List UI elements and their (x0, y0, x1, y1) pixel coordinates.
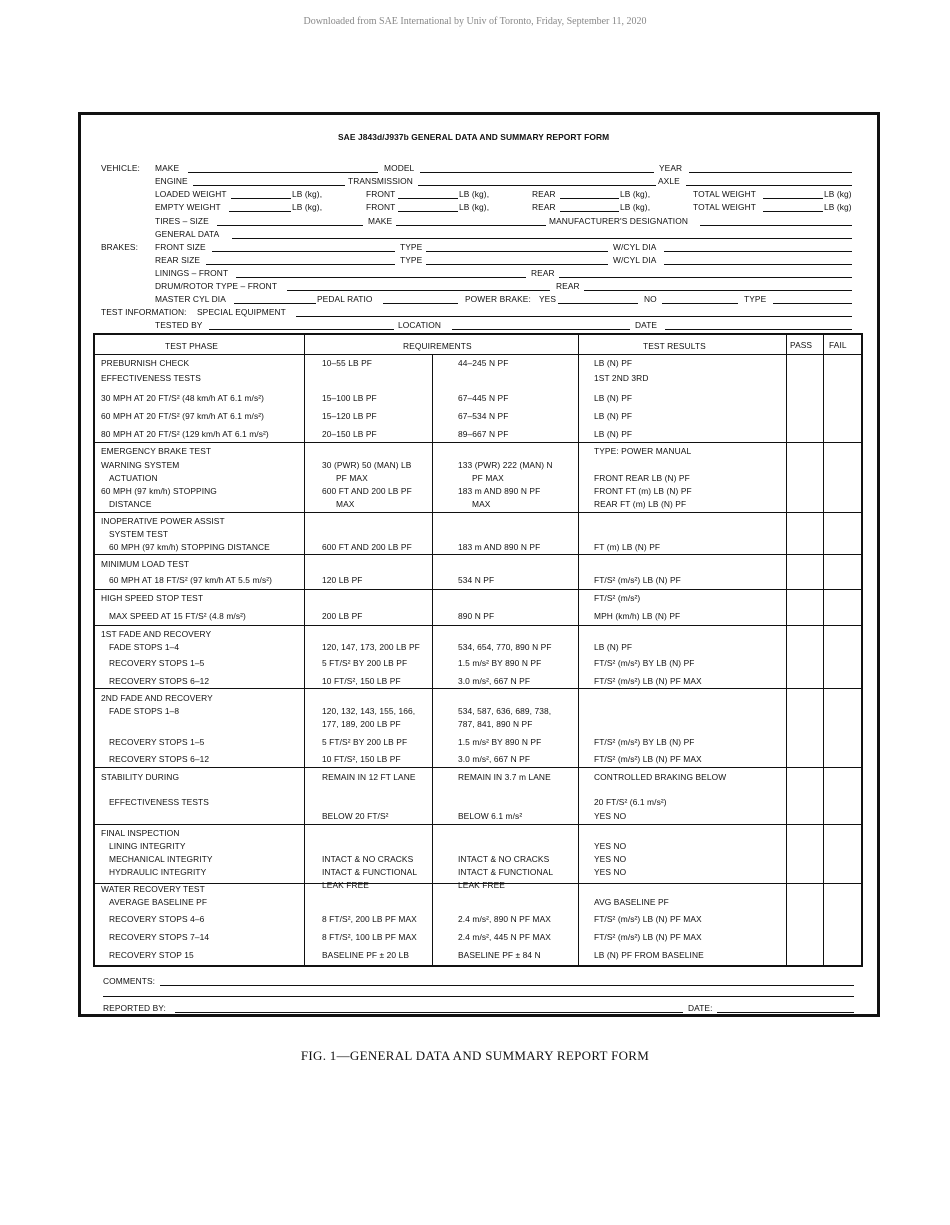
test-phase-cell: 60 MPH AT 20 FT/S² (97 km/h AT 6.1 m/s²) (101, 411, 265, 421)
test-phase-cell: 60 MPH AT 18 FT/S² (97 km/h AT 5.5 m/s²) (109, 575, 273, 585)
requirement-si-cell: BASELINE PF ± 84 N (458, 950, 541, 960)
test-phase-cell: RECOVERY STOPS 6–12 (109, 676, 210, 686)
test-result-cell: LB (N) PF (594, 411, 633, 421)
linings-front-label: LININGS – FRONT (155, 268, 229, 278)
test-phase-cell: 1ST FADE AND RECOVERY (101, 629, 212, 639)
test-result-cell: FT/S² (m/s²) LB (N) PF (594, 575, 681, 585)
test-phase-cell: RECOVERY STOPS 1–5 (109, 737, 205, 747)
pedal-ratio-label: PEDAL RATIO (317, 294, 373, 304)
requirement-us-cell: 10 FT/S², 150 LB PF (322, 754, 401, 764)
loaded-front-unit: LB (kg), (459, 189, 490, 199)
loaded-rear-field[interactable] (560, 198, 619, 199)
master-cyl-label: MASTER CYL DIA (155, 294, 226, 304)
test-phase-cell: RECOVERY STOP 15 (109, 950, 194, 960)
test-phase-cell: STABILITY DURING (101, 772, 180, 782)
requirement-si-cell: 89–667 N PF (458, 429, 509, 439)
rear-type-field[interactable] (426, 264, 608, 265)
requirement-si-cell: 183 m AND 890 N PF (458, 542, 541, 552)
front-type-field[interactable] (426, 251, 608, 252)
requirement-us-cell: 10–55 LB PF (322, 358, 372, 368)
empty-rear-field[interactable] (560, 211, 619, 212)
test-phase-cell: RECOVERY STOPS 1–5 (109, 658, 205, 668)
requirement-us-cell: 8 FT/S², 200 LB PF MAX (322, 914, 417, 924)
test-result-cell: LB (N) PF (594, 358, 633, 368)
rear-size-field[interactable] (206, 264, 395, 265)
requirement-si-cell: 534, 654, 770, 890 N PF (458, 642, 552, 652)
transmission-label: TRANSMISSION (348, 176, 413, 186)
empty-front-label: FRONT (366, 202, 396, 212)
requirement-si-cell: 534 N PF (458, 575, 495, 585)
col-divider (304, 333, 305, 967)
test-phase-cell: 60 MPH (97 km/h) STOPPING (101, 486, 217, 496)
requirement-si-cell: MAX (472, 499, 491, 509)
test-result-cell: 1ST 2ND 3RD (594, 373, 649, 383)
requirement-us-cell: 20–150 LB PF (322, 429, 377, 439)
requirement-us-cell: BELOW 20 FT/S² (322, 811, 389, 821)
tested-by-field[interactable] (209, 329, 394, 330)
requirement-us-cell: 8 FT/S², 100 LB PF MAX (322, 932, 417, 942)
drum-rotor-label: DRUM/ROTOR TYPE – FRONT (155, 281, 278, 291)
requirement-us-cell: INTACT & FUNCTIONAL (322, 867, 418, 877)
test-phase-cell: RECOVERY STOPS 6–12 (109, 754, 210, 764)
test-result-cell: FT/S² (m/s²) BY LB (N) PF (594, 737, 695, 747)
test-result-cell: REAR FT (m) LB (N) PF (594, 499, 687, 509)
comments-label: COMMENTS: (103, 976, 156, 986)
row-divider (93, 625, 863, 626)
test-result-cell: YES NO (594, 867, 627, 877)
requirement-si-cell: LEAK FREE (458, 880, 505, 890)
row-divider (93, 688, 863, 689)
requirement-si-cell: 67–534 N PF (458, 411, 509, 421)
location-field[interactable] (452, 329, 630, 330)
test-result-cell: FT/S² (m/s²) LB (N) PF MAX (594, 932, 702, 942)
model-field[interactable] (420, 172, 654, 173)
general-data-field[interactable] (232, 238, 852, 239)
requirement-si-cell: 2.4 m/s², 890 N PF MAX (458, 914, 551, 924)
header-requirements: REQUIREMENTS (403, 341, 472, 351)
col-divider (786, 333, 787, 967)
empty-rear-label: REAR (532, 202, 556, 212)
loaded-total-label: TOTAL WEIGHT (693, 189, 756, 199)
year-label: YEAR (659, 163, 683, 173)
model-label: MODEL (384, 163, 415, 173)
test-phase-cell: WATER RECOVERY TEST (101, 884, 205, 894)
requirement-us-cell: REMAIN IN 12 FT LANE (322, 772, 416, 782)
test-phase-cell: WARNING SYSTEM (101, 460, 180, 470)
mfr-designation-field[interactable] (700, 225, 852, 226)
empty-front-field[interactable] (398, 211, 458, 212)
requirement-us-cell: 177, 189, 200 LB PF (322, 719, 401, 729)
requirement-us-cell: PF MAX (336, 473, 368, 483)
requirement-si-cell: 1.5 m/s² BY 890 N PF (458, 658, 542, 668)
power-brake-no-label: NO (644, 294, 657, 304)
row-divider (93, 512, 863, 513)
requirement-si-cell: PF MAX (472, 473, 504, 483)
test-phase-cell: PREBURNISH CHECK (101, 358, 190, 368)
empty-unit: LB (kg), (292, 202, 323, 212)
row-divider (93, 589, 863, 590)
requirement-us-cell: MAX (336, 499, 355, 509)
test-result-cell: CONTROLLED BRAKING BELOW (594, 772, 727, 782)
requirement-us-cell: 15–100 LB PF (322, 393, 377, 403)
linings-rear-field[interactable] (559, 277, 852, 278)
rear-wcyl-label: W/CYL DIA (613, 255, 657, 265)
empty-total-field[interactable] (763, 211, 823, 212)
requirement-us-cell: LEAK FREE (322, 880, 369, 890)
requirement-si-cell: 890 N PF (458, 611, 495, 621)
requirement-us-cell: 600 FT AND 200 LB PF (322, 542, 412, 552)
tires-size-label: TIRES – SIZE (155, 216, 209, 226)
requirement-si-cell: 44–245 N PF (458, 358, 509, 368)
header-fail: FAIL (829, 340, 847, 350)
test-result-cell: TYPE: POWER MANUAL (594, 446, 692, 456)
general-data-label: GENERAL DATA (155, 229, 220, 239)
header-test-phase: TEST PHASE (165, 341, 218, 351)
location-label: LOCATION (398, 320, 441, 330)
requirement-si-cell: 3.0 m/s², 667 N PF (458, 754, 531, 764)
requirement-us-cell: 5 FT/S² BY 200 LB PF (322, 658, 408, 668)
test-phase-cell: HYDRAULIC INTEGRITY (109, 867, 207, 877)
test-phase-cell: DISTANCE (109, 499, 152, 509)
test-result-cell: YES NO (594, 854, 627, 864)
special-equipment-field[interactable] (296, 316, 852, 317)
requirement-us-cell: 120, 132, 143, 155, 166, (322, 706, 416, 716)
test-phase-cell: RECOVERY STOPS 4–6 (109, 914, 205, 924)
test-result-cell: FT/S² (m/s²) LB (N) PF MAX (594, 914, 702, 924)
tires-make-field[interactable] (396, 225, 546, 226)
requirement-us-cell: 30 (PWR) 50 (MAN) LB (322, 460, 412, 470)
test-result-cell: FT/S² (m/s²) LB (N) PF MAX (594, 754, 702, 764)
date-field[interactable] (665, 329, 852, 330)
report-date-field[interactable] (717, 1012, 854, 1013)
test-phase-cell: FADE STOPS 1–8 (109, 706, 180, 716)
test-phase-cell: MINIMUM LOAD TEST (101, 559, 190, 569)
empty-weight-label: EMPTY WEIGHT (155, 202, 221, 212)
requirement-us-cell: 10 FT/S², 150 LB PF (322, 676, 401, 686)
power-brake-yes-label: YES (539, 294, 557, 304)
test-result-cell: FT/S² (m/s²) BY LB (N) PF (594, 658, 695, 668)
requirement-si-cell: 183 m AND 890 N PF (458, 486, 541, 496)
header-test-results: TEST RESULTS (643, 341, 706, 351)
test-phase-cell: MAX SPEED AT 15 FT/S² (4.8 m/s²) (109, 611, 246, 621)
row-divider (93, 824, 863, 825)
loaded-front-field[interactable] (398, 198, 458, 199)
test-info-label: TEST INFORMATION: (101, 307, 187, 317)
drum-rotor-rear-label: REAR (556, 281, 580, 291)
front-size-label: FRONT SIZE (155, 242, 206, 252)
test-result-cell: LB (N) PF FROM BASELINE (594, 950, 704, 960)
brakes-label: BRAKES: (101, 242, 139, 252)
test-phase-cell: ACTUATION (109, 473, 158, 483)
test-result-cell: FRONT FT (m) LB (N) PF (594, 486, 692, 496)
requirement-us-cell: 120, 147, 173, 200 LB PF (322, 642, 420, 652)
linings-rear-label: REAR (531, 268, 555, 278)
col-divider (432, 354, 433, 967)
test-phase-cell: 80 MPH AT 20 FT/S² (129 km/h AT 6.1 m/s²) (101, 429, 269, 439)
loaded-weight-label: LOADED WEIGHT (155, 189, 227, 199)
form-title: SAE J843d/J937b GENERAL DATA AND SUMMARY REPORT FORM (338, 132, 610, 142)
test-phase-cell: HIGH SPEED STOP TEST (101, 593, 204, 603)
power-brake-type-field[interactable] (773, 303, 852, 304)
test-result-cell: FT/S² (m/s²) (594, 593, 641, 603)
row-divider (93, 442, 863, 443)
requirement-si-cell: 787, 841, 890 N PF (458, 719, 533, 729)
figure-caption: FIG. 1—GENERAL DATA AND SUMMARY REPORT FORM (300, 1048, 650, 1063)
test-phase-cell: EFFECTIVENESS TESTS (101, 373, 201, 383)
requirement-us-cell: 120 LB PF (322, 575, 363, 585)
test-phase-cell: MECHANICAL INTEGRITY (109, 854, 213, 864)
power-brake-yes-field[interactable] (558, 303, 638, 304)
drum-rotor-rear-field[interactable] (584, 290, 852, 291)
reported-by-field[interactable] (175, 1012, 683, 1013)
tested-by-label: TESTED BY (155, 320, 203, 330)
test-result-cell: AVG BASELINE PF (594, 897, 669, 907)
requirement-us-cell: 5 FT/S² BY 200 LB PF (322, 737, 408, 747)
front-size-field[interactable] (212, 251, 395, 252)
test-result-cell: FT/S² (m/s²) LB (N) PF MAX (594, 676, 702, 686)
requirement-si-cell: BELOW 6.1 m/s² (458, 811, 523, 821)
front-wcyl-field[interactable] (664, 251, 852, 252)
test-phase-cell: LINING INTEGRITY (109, 841, 186, 851)
test-phase-cell: RECOVERY STOPS 7–14 (109, 932, 210, 942)
power-brake-type-label: TYPE (744, 294, 767, 304)
test-result-cell: FRONT REAR LB (N) PF (594, 473, 690, 483)
requirement-us-cell: INTACT & NO CRACKS (322, 854, 414, 864)
power-brake-label: POWER BRAKE: (465, 294, 531, 304)
power-brake-no-field[interactable] (662, 303, 738, 304)
date-label: DATE (635, 320, 658, 330)
requirement-us-cell: 200 LB PF (322, 611, 363, 621)
pedal-ratio-field[interactable] (383, 303, 458, 304)
requirement-si-cell: REMAIN IN 3.7 m LANE (458, 772, 551, 782)
comments-field[interactable] (160, 985, 854, 986)
loaded-front-label: FRONT (366, 189, 396, 199)
test-result-cell: YES NO (594, 841, 627, 851)
rear-size-label: REAR SIZE (155, 255, 201, 265)
loaded-total-field[interactable] (763, 198, 823, 199)
test-result-cell: FT (m) LB (N) PF (594, 542, 661, 552)
requirement-si-cell: 133 (PWR) 222 (MAN) N (458, 460, 553, 470)
download-notice: Downloaded from SAE International by Univ of Toronto, Friday, September 11, 2020 (303, 16, 647, 27)
empty-front-unit: LB (kg), (459, 202, 490, 212)
requirement-us-cell: BASELINE PF ± 20 LB (322, 950, 410, 960)
master-cyl-field[interactable] (234, 303, 316, 304)
make-field[interactable] (188, 172, 378, 173)
make-label: MAKE (155, 163, 180, 173)
test-phase-cell: AVERAGE BASELINE PF (109, 897, 208, 907)
test-phase-cell: 2ND FADE AND RECOVERY (101, 693, 213, 703)
requirement-si-cell: 534, 587, 636, 689, 738, (458, 706, 552, 716)
test-result-cell: YES NO (594, 811, 627, 821)
vehicle-label: VEHICLE: (101, 163, 140, 173)
requirement-si-cell: 1.5 m/s² BY 890 N PF (458, 737, 542, 747)
test-result-cell: LB (N) PF (594, 642, 633, 652)
special-equipment-label: SPECIAL EQUIPMENT (197, 307, 286, 317)
loaded-total-unit: LB (kg) (824, 189, 852, 199)
year-field[interactable] (689, 172, 852, 173)
tires-size-field[interactable] (217, 225, 363, 226)
drum-rotor-front-field[interactable] (287, 290, 550, 291)
test-result-cell: 20 FT/S² (6.1 m/s²) (594, 797, 667, 807)
axle-label: AXLE (658, 176, 680, 186)
linings-front-field[interactable] (236, 277, 526, 278)
empty-total-label: TOTAL WEIGHT (693, 202, 756, 212)
loaded-unit: LB (kg), (292, 189, 323, 199)
rear-type-label: TYPE (400, 255, 423, 265)
transmission-field[interactable] (418, 185, 656, 186)
col-divider (823, 333, 824, 967)
test-phase-cell: EMERGENCY BRAKE TEST (101, 446, 212, 456)
requirement-us-cell: 600 FT AND 200 LB PF (322, 486, 412, 496)
front-wcyl-label: W/CYL DIA (613, 242, 657, 252)
requirement-si-cell: 67–445 N PF (458, 393, 509, 403)
empty-total-unit: LB (kg) (824, 202, 852, 212)
reported-by-label: REPORTED BY: (103, 1003, 166, 1013)
front-type-label: TYPE (400, 242, 423, 252)
test-result-cell: LB (N) PF (594, 429, 633, 439)
requirement-us-cell: 15–120 LB PF (322, 411, 377, 421)
col-divider (578, 333, 579, 967)
requirement-si-cell: 2.4 m/s², 445 N PF MAX (458, 932, 551, 942)
loaded-rear-label: REAR (532, 189, 556, 199)
row-divider (93, 354, 863, 355)
test-result-cell: LB (N) PF (594, 393, 633, 403)
loaded-weight-field[interactable] (231, 198, 291, 199)
axle-field[interactable] (686, 185, 852, 186)
test-phase-cell: FADE STOPS 1–4 (109, 642, 180, 652)
requirement-si-cell: 3.0 m/s², 667 N PF (458, 676, 531, 686)
test-phase-cell: 30 MPH AT 20 FT/S² (48 km/h AT 6.1 m/s²) (101, 393, 265, 403)
report-date-label: DATE: (688, 1003, 713, 1013)
header-pass: PASS (790, 340, 813, 350)
tires-make-label: MAKE (368, 216, 393, 226)
empty-rear-unit: LB (kg), (620, 202, 651, 212)
test-phase-cell: EFFECTIVENESS TESTS (109, 797, 209, 807)
test-phase-cell: INOPERATIVE POWER ASSIST (101, 516, 225, 526)
loaded-rear-unit: LB (kg), (620, 189, 651, 199)
rear-wcyl-field[interactable] (664, 264, 852, 265)
requirement-si-cell: INTACT & NO CRACKS (458, 854, 550, 864)
test-phase-cell: FINAL INSPECTION (101, 828, 180, 838)
test-phase-cell: 60 MPH (97 km/h) STOPPING DISTANCE (109, 542, 270, 552)
row-divider (93, 767, 863, 768)
test-phase-cell: SYSTEM TEST (109, 529, 169, 539)
comments-field-line2[interactable] (103, 996, 854, 997)
requirement-si-cell: INTACT & FUNCTIONAL (458, 867, 554, 877)
engine-field[interactable] (193, 185, 345, 186)
test-result-cell: MPH (km/h) LB (N) PF (594, 611, 681, 621)
empty-weight-field[interactable] (229, 211, 291, 212)
mfr-designation-label: MANUFACTURER'S DESIGNATION (549, 216, 688, 226)
engine-label: ENGINE (155, 176, 188, 186)
row-divider (93, 554, 863, 555)
